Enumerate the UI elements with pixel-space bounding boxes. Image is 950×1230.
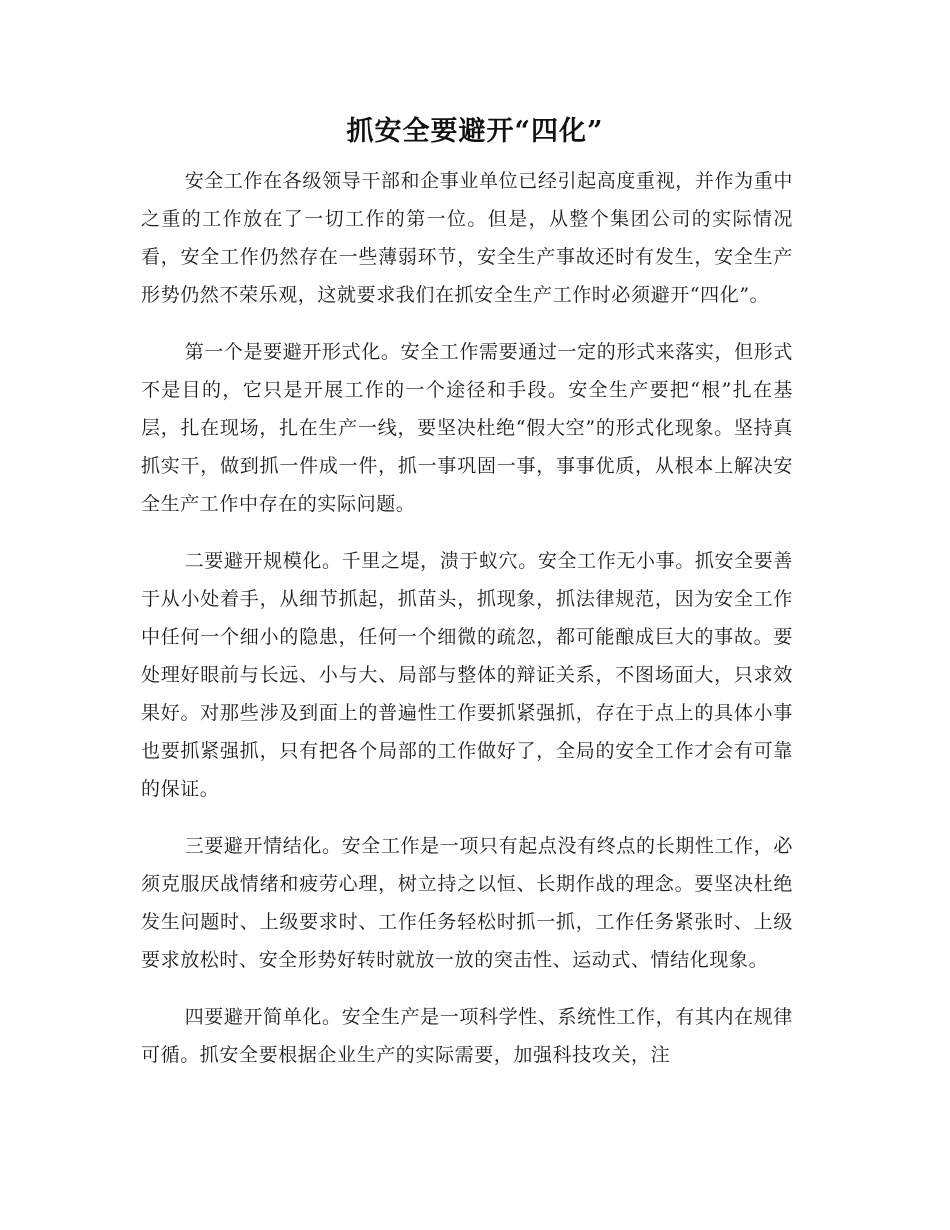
paragraph-formalism: 第一个是要避开形式化。安全工作需要通过一定的形式来落实，但形式不是目的，它只是开展工作的一个途径和手段。安全生产要把“根”扎在基层，扎在现场，扎在生产一线，要坚决杜绝“假大空”的形式化现象。坚持真抓实干，做到抓一件成一件，抓一事巩固一事，事事优质，从根本上解决安全生产工作中存在的实际问题。 (141, 341, 793, 515)
paragraph-emotion: 三要避开情结化。安全工作是一项只有起点没有终点的长期性工作，必须克服厌战情绪和疲劳心理，树立持之以恒、长期作战的理念。要坚决杜绝发生问题时、上级要求时、工作任务轻松时抓一抓，工作任务紧张时、上级要求放松时、安全形势好转时就放一放的突击性、运动式、情结化现象。 (141, 835, 793, 971)
paragraph-scale: 二要避开规模化。千里之堤，溃于蚁穴。安全工作无小事。抓安全要善于从小处着手，从细节抓起，抓苗头，抓现象，抓法律规范，因为安全工作中任何一个细小的隐患，任何一个细微的疏忽，都可能酿成巨大的事故。要处理好眼前与长远、小与大、局部与整体的辩证关系，不图场面大，只求效果好。对那些涉及到面上的普遍性工作要抓紧强抓，存在于点上的具体小事也要抓紧强抓，只有把各个局部的工作做好了，全局的安全工作才会有可靠的保证。 (141, 550, 793, 800)
document-body (141, 162, 793, 1093)
paragraph-intro: 安全工作在各级领导干部和企事业单位已经引起高度重视，并作为重中之重的工作放在了一切工作的第一位。但是，从整个集团公司的实际情况看，安全工作仍然存在一些薄弱环节，安全生产事故还时有发生，安全生产形势仍然不荣乐观，这就要求我们在抓安全生产工作时必须避开“四化”。 (141, 170, 793, 306)
paragraph-simplification: 四要避开简单化。安全生产是一项科学性、系统性工作，有其内在规律可循。抓安全要根据企业生产的实际需要，加强科技攻关，注 (141, 1006, 793, 1066)
document-title: 抓安全要避开“四化” (346, 116, 604, 147)
